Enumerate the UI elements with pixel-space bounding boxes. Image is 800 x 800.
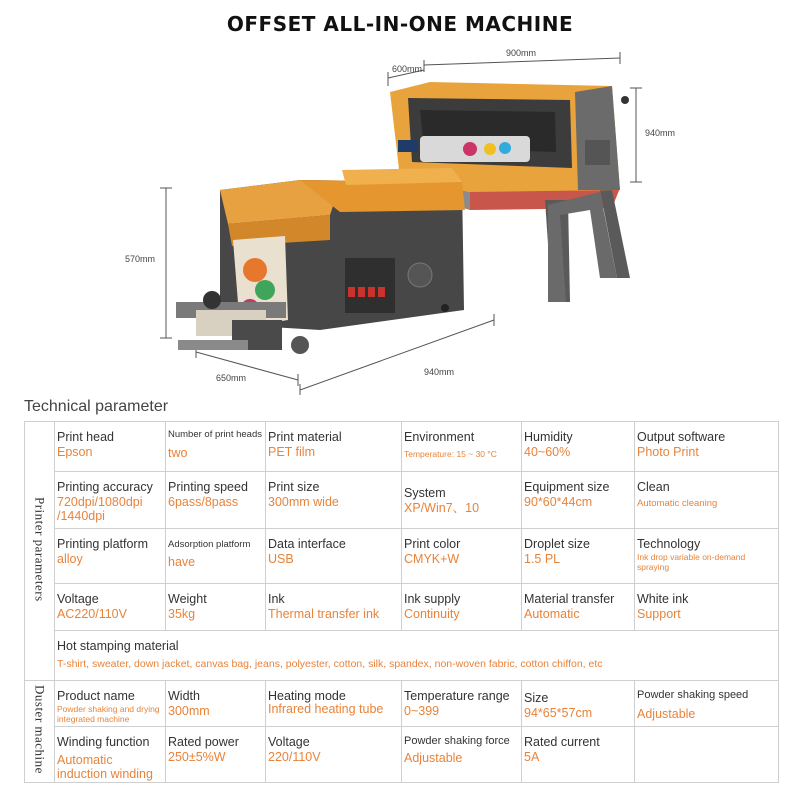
spec-value: Automatic [524,607,580,622]
spec-value: Ink drop variable on-demand spraying [637,552,746,572]
spec-cell [55,472,166,529]
spec-value: USB [268,552,294,567]
spec-label: Printing accuracy [57,480,153,494]
table-row [25,584,779,631]
spec-label: Print head [57,430,114,444]
group-duster [25,681,55,783]
spec-label: Technology [637,537,701,551]
spec-label: Temperature range [404,689,510,703]
spec-value: PET film [268,445,315,460]
spec-cell [522,422,635,472]
spec-value: have [168,554,196,569]
spec-cell [55,584,166,631]
spec-value: Continuity [404,607,460,622]
spec-label: Hot stamping material [57,639,179,653]
spec-value: 5A [524,750,540,765]
printer-depth-label: 600mm [392,64,423,74]
spec-cell [635,422,779,472]
spec-label: Voltage [57,592,99,606]
spec-value: Temperature: 15 ~ 30 °C [404,449,497,460]
spec-value: XP/Win7、10 [404,501,480,516]
spec-table [24,421,779,783]
spec-label: Adsorption platform [168,539,251,550]
page-title: OFFSET ALL-IN-ONE MACHINE [226,12,574,36]
spec-cell [635,584,779,631]
spec-cell [55,727,166,783]
spec-label: White ink [637,592,689,606]
spec-value: 6pass/8pass [168,495,239,510]
spec-value: Adjustable [404,750,463,765]
printer-width-label: 900mm [506,48,537,58]
spec-label: Print size [268,480,320,494]
spec-label: Environment [404,430,475,444]
spec-cell [635,681,779,727]
spec-label: Data interface [268,537,346,551]
spec-label: Width [168,689,200,703]
spec-label: Voltage [268,735,310,749]
spec-value: Adjustable [637,706,696,721]
spec-cell [166,529,266,584]
spec-cell [522,681,635,727]
spec-label: Printing platform [57,537,149,551]
spec-cell [402,472,522,529]
spec-value: Support [637,607,681,622]
spec-value: 90*60*44cm [524,495,593,510]
hot-stamping-cell [55,631,779,681]
machine-drawing [0,40,800,395]
spec-label: Size [524,691,549,705]
spec-value: 1.5 PL [524,552,561,567]
spec-value: T-shirt, sweater, down jacket, canvas bag, jeans, polyester, cotton, silk, spandex, non-woven fabric, cotton chiffon, etc [57,658,603,671]
spec-label: Product name [57,689,135,703]
spec-cell [55,529,166,584]
spec-cell [166,584,266,631]
table-row [25,422,779,472]
spec-cell [166,681,266,727]
shaker-depth-label: 650mm [216,373,247,383]
total-length-label: 940mm [424,367,455,377]
spec-label: Clean [637,480,670,494]
shaker-height-label: 570mm [125,254,156,264]
spec-cell [522,584,635,631]
spec-cell [402,681,522,727]
spec-value: 35kg [168,607,196,622]
spec-cell [635,472,779,529]
spec-value: 94*65*57cm [524,706,593,721]
spec-cell [55,681,166,727]
spec-value: 0~399 [404,704,440,719]
spec-label: Equipment size [524,480,610,494]
group-printer [25,422,55,681]
spec-cell [166,727,266,783]
spec-cell [635,529,779,584]
spec-cell [266,681,402,727]
table-row [25,681,779,727]
spec-value: 220/110V [268,750,321,765]
spec-label: System [404,486,446,500]
spec-cell [266,584,402,631]
spec-cell [166,472,266,529]
table-row [25,631,779,681]
spec-cell [266,422,402,472]
spec-value: 40~60% [524,445,571,460]
spec-label: Printing speed [168,480,248,494]
spec-value: Powder shaking and drying integrated machine [57,704,160,724]
spec-value: 720dpi/1080dpi /1440dpi [57,495,143,524]
spec-cell [522,727,635,783]
spec-cell [166,422,266,472]
table-row [25,472,779,529]
spec-label: Ink [268,592,285,606]
spec-label: Rated current [524,735,600,749]
spec-value: AC220/110V [57,607,127,622]
spec-label: Powder shaking speed [637,689,749,701]
spec-cell [522,529,635,584]
spec-cell [266,529,402,584]
spec-cell [266,727,402,783]
spec-value: 300mm [168,704,210,719]
spec-label: Number of print heads [168,429,262,440]
spec-value: 250±5%W [168,750,226,765]
spec-value: Infrared heating tube [268,702,384,717]
spec-cell [522,472,635,529]
spec-value: 300mm wide [268,495,339,510]
spec-label: Output software [637,430,726,444]
machine-illustration [0,40,800,395]
spec-cell [402,529,522,584]
spec-value: Automatic cleaning [637,498,718,510]
spec-cell [402,727,522,783]
spec-value: alloy [57,552,83,567]
spec-label: Material transfer [524,592,615,606]
printer-height-label: 940mm [645,128,676,138]
spec-cell [402,584,522,631]
shaker-unit [176,168,465,354]
spec-label: Ink supply [404,592,461,606]
spec-value: Thermal transfer ink [268,607,380,622]
spec-label: Droplet size [524,537,590,551]
spec-label: Weight [168,592,207,606]
spec-label: Print color [404,537,461,551]
spec-value: Automatic induction winding [57,753,153,782]
spec-label: Heating mode [268,689,346,703]
section-title: Technical parameter [24,398,169,415]
spec-label: Winding function [57,735,150,749]
spec-cell [402,422,522,472]
table-row [25,727,779,783]
spec-value: Photo Print [637,445,699,460]
spec-value: CMYK+W [404,552,460,567]
spec-label: Powder shaking force [404,735,510,747]
spec-cell [266,472,402,529]
spec-label: Rated power [168,735,239,749]
spec-label: Print material [268,430,342,444]
spec-cell [55,422,166,472]
spec-cell [635,727,779,783]
table-row [25,529,779,584]
spec-label: Humidity [524,430,573,444]
group-label: Duster machine [32,685,48,774]
spec-value: two [168,445,188,460]
spec-value: Epson [57,445,93,460]
group-label: Printer parameters [32,496,48,602]
